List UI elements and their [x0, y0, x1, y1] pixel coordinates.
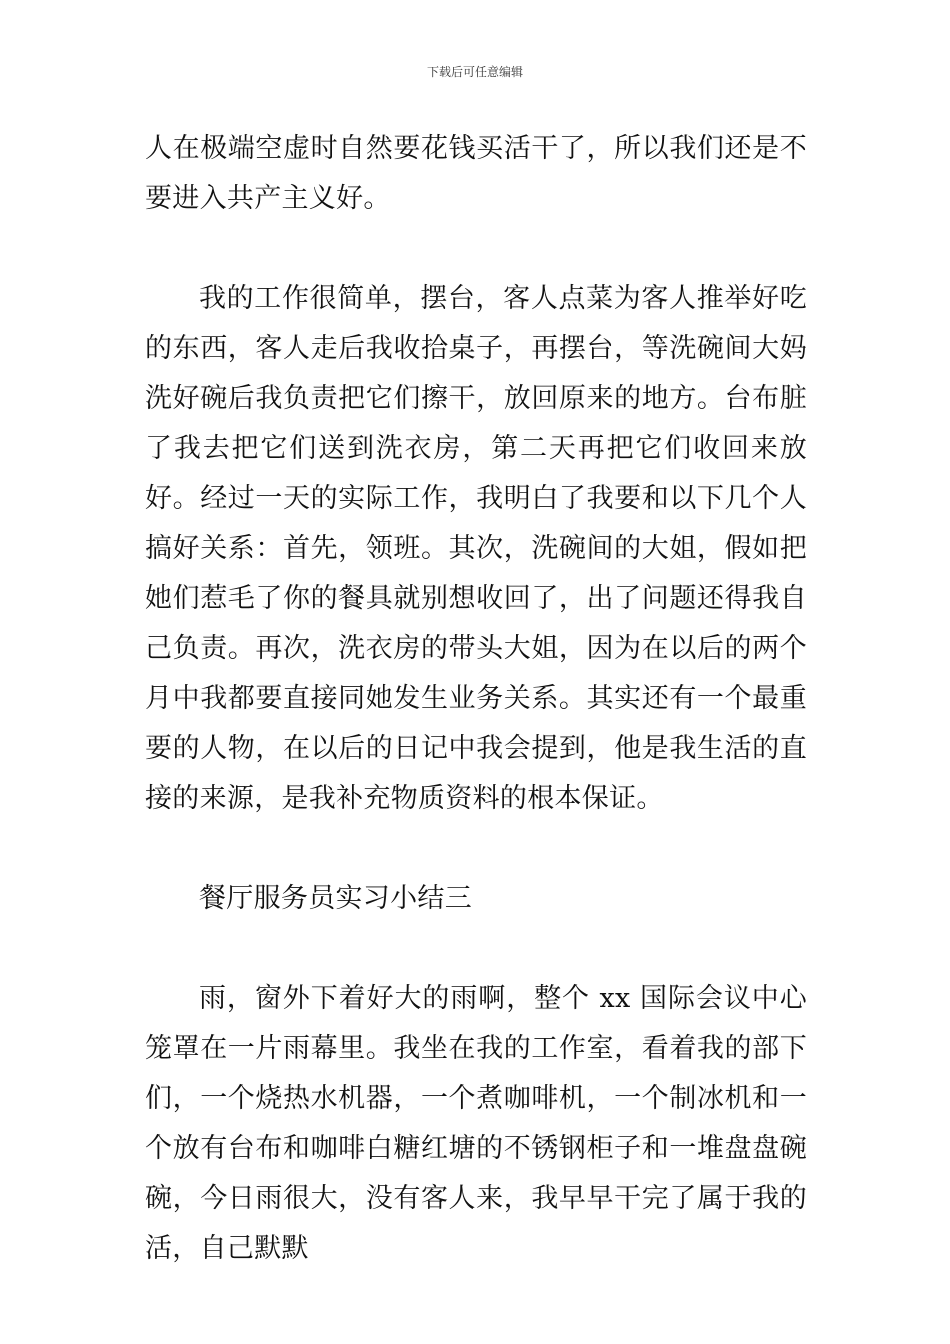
paragraph-1: 人在极端空虚时自然要花钱买活干了，所以我们还是不要进入共产主义好。 — [145, 133, 807, 214]
section-heading: 餐厅服务员实习小结三 — [199, 883, 472, 914]
paragraph-spacer — [145, 224, 807, 274]
paragraph-2: 我的工作很简单，摆台，客人点菜为客人推举好吃的东西，客人走后我收拾桌子，再摆台，等洗碗间大妈洗好碗后我负责把它们擦干，放回原来的地方。台布脏了我去把它们送到洗衣房，第二天再把它们收回来放好。经过一天的实际工作，我明白了我要和以下几个人搞好关系：首先，领班。其次，洗碗间的大姐，假如把她们惹毛了你的餐具就别想收回了，出了问题还得我自己负责。再次，洗衣房的带头大姐，因为在以后的两个月中我都要直接同她发生业务关系。其实还有一个最重要的人物，在以后的日记中我会提到，他是我生活的直接的来源，是我补充物质资料的根本保证。 — [145, 283, 807, 814]
document-body — [145, 124, 807, 1274]
paragraph-3: 雨，窗外下着好大的雨啊，整个 xx 国际会议中心笼罩在一片雨幕里。我坐在我的工作室，看着我的部下们，一个烧热水机器，一个煮咖啡机，一个制冰机和一个放有台布和咖啡白糖红塘的不锈钢柜子和一堆盘盘碗碗，今日雨很大，没有客人来，我早早干完了属于我的活，自己默默 — [145, 983, 807, 1264]
paragraph-spacer — [145, 824, 807, 874]
page-header: 下载后可任意编辑 — [426, 65, 523, 79]
paragraph-spacer — [145, 924, 807, 974]
